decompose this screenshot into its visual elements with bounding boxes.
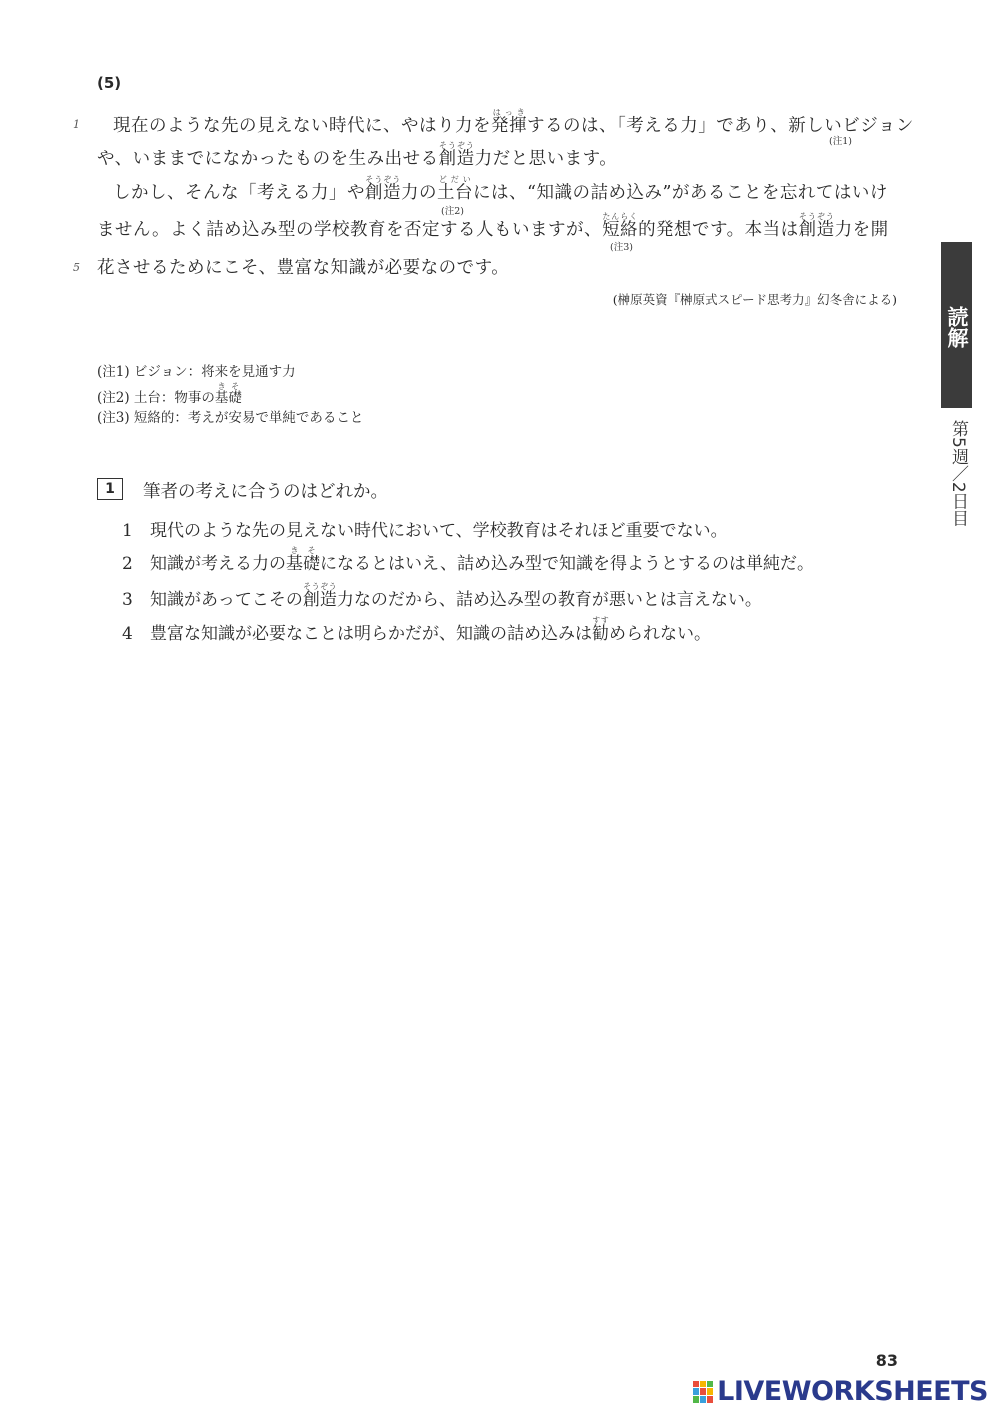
passage-line: しかし、そんな「考える力」や創造そうぞう力の土台どだいには、“知識の詰め込み”があることを忘れてはいけ (113, 175, 888, 203)
question-text: 筆者の考えに合うのはどれか。 (143, 482, 388, 502)
liveworksheets-logo[interactable] (693, 1376, 988, 1407)
question-number-box: 1 (97, 478, 123, 500)
passage-line: や、いままでになかったものを生み出せる創造そうぞう力だと思います。 (97, 141, 618, 169)
option-number: 1 (122, 521, 133, 541)
week-day-label: 第5週／2日目 (948, 420, 968, 527)
option-number: 2 (122, 554, 133, 574)
footnote: (注3) 短絡的：考えが安易で単純であること (97, 410, 364, 426)
answer-option-3[interactable] (122, 582, 762, 610)
note-ref: (注3) (610, 242, 633, 253)
passage-line: 現在のような先の見えない時代に、やはり力を発揮はっきするのは、「考える力」であり、新しいビジョン (113, 108, 914, 136)
line-number: 1 (73, 118, 80, 131)
answer-option-1[interactable] (122, 516, 728, 541)
line-number: 5 (73, 261, 80, 274)
section-tab-label: 読解 (945, 306, 969, 348)
note-ref: (注1) (829, 136, 852, 147)
problem-number: (5) (97, 74, 122, 92)
passage-line: 花させるためにこそ、豊富な知識が必要なのです。 (97, 258, 510, 278)
option-text: 知識が考える力の基礎きそになるとはいえ、詰め込み型で知識を得ようとするのは単純だ。 (150, 546, 815, 574)
source-citation: (榊原英資『榊原式スピード思考力』幻冬舎による) (612, 292, 897, 307)
option-text: 豊富な知識が必要なことは明らかだが、知識の詰め込みは勧すすめられない。 (150, 616, 711, 644)
page-number: 83 (875, 1351, 898, 1370)
option-text: 現代のような先の見えない時代において、学校教育はそれほど重要でない。 (150, 521, 728, 541)
footnote: (注1) ビジョン：将来を見通す力 (97, 364, 296, 380)
answer-option-2[interactable] (122, 546, 814, 574)
note-ref: (注2) (441, 206, 464, 217)
section-tab (941, 242, 972, 408)
option-number: 4 (122, 624, 133, 644)
option-number: 3 (122, 590, 133, 610)
passage-line: ません。よく詰め込み型の学校教育を否定する人もいますが、短絡たんらく的発想です。本当は創造そうぞう力を開 (97, 212, 889, 240)
logo-mark-icon (693, 1381, 713, 1403)
footnote: (注2) 土台：物事の基礎きそ (97, 382, 242, 406)
logo-wordmark: LIVEWORKSHEETS (717, 1376, 988, 1407)
option-text: 知識があってこその創造そうぞう力なのだから、詰め込み型の教育が悪いとは言えない。 (150, 582, 762, 610)
answer-option-4[interactable] (122, 616, 711, 644)
